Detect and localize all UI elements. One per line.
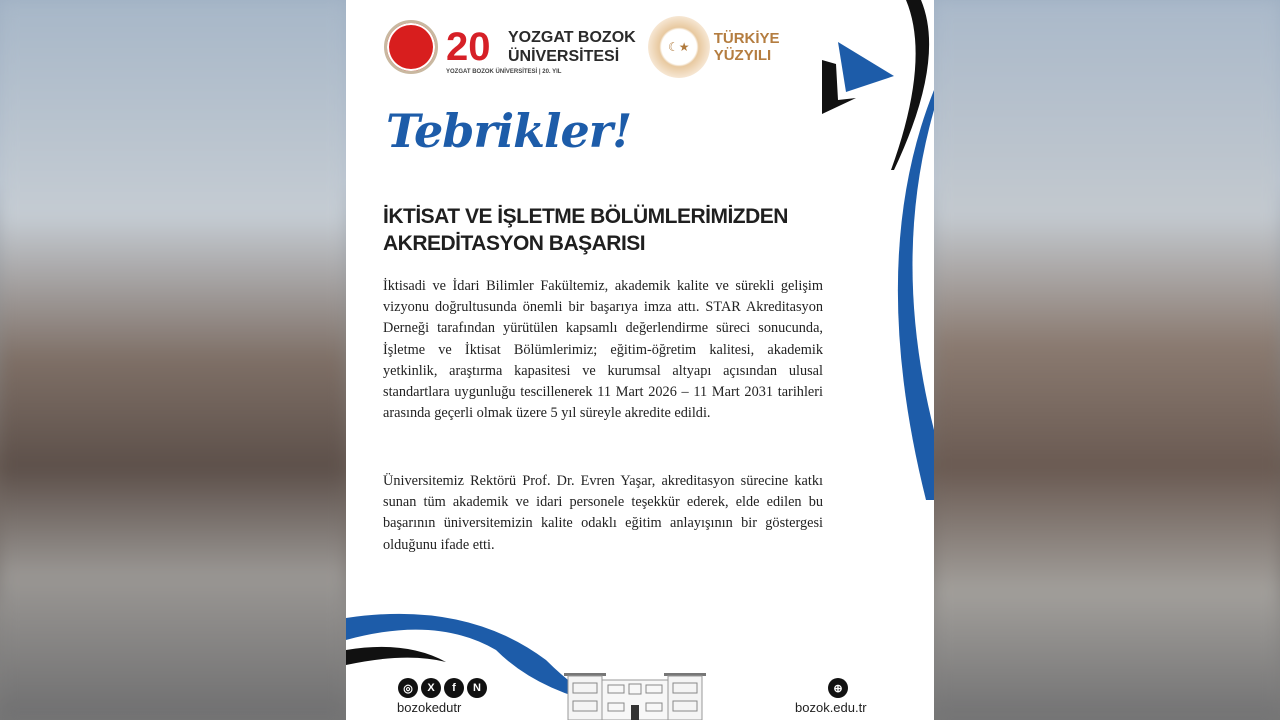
body-paragraph: Üniversitemiz Rektörü Prof. Dr. Evren Yaşar, akreditasyon sürecine katkı sunan tüm akademik ve idari personele teşekkür ederek, elde edilen bu başarının üniversitemizin kalite odaklı eğitim anlayışının bir göstergesi olduğunu ifade etti. <box>383 473 823 553</box>
social-icons <box>398 678 487 698</box>
blurred-background-left <box>0 0 346 720</box>
anniversary-logo: 20 YOZGAT BOZOK ÜNİVERSİTESİ | 20. YIL <box>446 25 562 75</box>
announcement-title: İKTİSAT VE İŞLETME BÖLÜMLERİMİZDEN AKREDİTASYON BAŞARISI <box>383 205 788 255</box>
website-link[interactable]: bozok.edu.tr <box>795 700 867 715</box>
nsosyal-icon[interactable]: N <box>467 678 487 698</box>
triangle-logo-icon <box>838 42 894 92</box>
x-icon[interactable]: X <box>421 678 441 698</box>
globe-icon[interactable]: ⊕ <box>828 678 848 698</box>
announcement-poster <box>346 0 934 720</box>
logo-row <box>384 16 780 78</box>
university-seal-logo <box>384 20 438 74</box>
social-handle: bozokedutr <box>397 700 462 715</box>
campus-building-illustration <box>564 671 706 720</box>
instagram-icon[interactable]: ◎ <box>398 678 418 698</box>
headline: Tebrikler! <box>386 104 632 158</box>
body-paragraph: İktisadi ve İdari Bilimler Fakültemiz, akademik kalite ve sürekli gelişim vizyonu doğrultusunda önemli bir başarıya imza attı. STAR Akreditasyon Derneği tarafından yürütülen kapsamlı değerlendirme süreci sonucunda, İşletme ve İktisat Bölümlerimiz; eğitim-öğretim kalitesi, akademik yetkinlik, araştırma kapasitesi ve kurumsal altyapı açısından ulusal standartlara uygunluğu tescillenerek 11 Mart 2026 – 11 Mart 2031 tarihleri arasında geçerli olmak üzere 5 yıl süreyle akredite edildi. <box>383 278 823 422</box>
turkiye-yuzyili-emblem-icon: ☾★ <box>648 16 710 78</box>
university-name: YOZGAT BOZOK ÜNİVERSİTESİ <box>508 29 636 65</box>
blurred-background-right <box>934 0 1280 720</box>
facebook-icon[interactable]: f <box>444 678 464 698</box>
turkiye-yuzyili-text: TÜRKİYE YÜZYILI <box>713 30 780 64</box>
